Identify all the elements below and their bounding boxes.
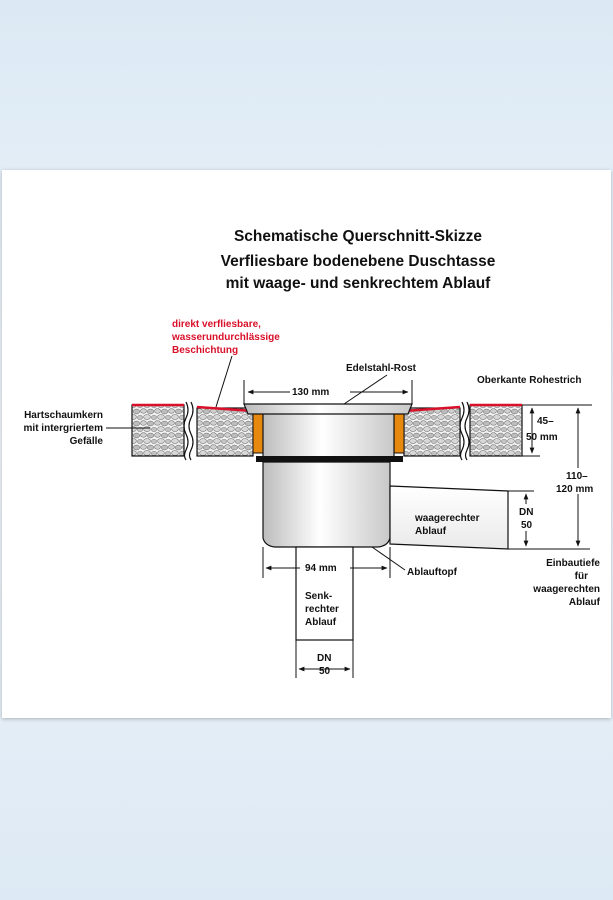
foam-block-right-outer	[470, 405, 522, 456]
screed-top-label: Oberkante Rohestrich	[477, 375, 582, 386]
drain-pot-body	[263, 462, 390, 547]
drain-flange	[256, 456, 403, 462]
dim-130-label: 130 mm	[292, 387, 330, 398]
drain-pot-leader	[372, 547, 405, 570]
vertical-outlet-label-line-1: Senk-	[305, 591, 333, 602]
dn50-bottom-label-line-1: DN	[317, 653, 332, 664]
title-line-1: Schematische Querschnitt-Skizze	[233, 228, 483, 245]
drain-pot-label: Ablauftopf	[407, 567, 457, 578]
break-line-left	[184, 402, 188, 460]
horizontal-outlet-label-line-2: Ablauf	[415, 526, 447, 537]
gasket-left	[253, 411, 263, 453]
foam-core-label-line-2: mit intergriertem	[23, 423, 103, 434]
grate-label: Edelstahl-Rost	[346, 363, 417, 374]
break-line-left-2	[189, 402, 193, 460]
foam-block-right-inner	[404, 408, 460, 456]
install-depth-label-line-4: Ablauf	[568, 597, 600, 608]
gasket-right	[394, 411, 404, 453]
vertical-outlet-label-line-3: Ablauf	[305, 617, 337, 628]
install-depth-label-line-1: Einbautiefe	[546, 558, 600, 569]
dim-45-label-line-2: 50 mm	[526, 432, 558, 443]
grate-leader	[344, 375, 387, 404]
foam-core-label-line-3: Gefälle	[69, 436, 103, 447]
break-line-right-2	[465, 402, 469, 460]
dim-110-label-line-2: 120 mm	[556, 484, 594, 495]
coating-label-line-3: Beschichtung	[172, 345, 239, 356]
vertical-outlet-label-line-2: rechter	[305, 604, 339, 615]
install-depth-label-line-2: für	[574, 571, 588, 582]
title-line-3: mit waage- und senkrechtem Ablauf	[225, 275, 491, 292]
break-line-right	[460, 402, 464, 460]
install-depth-label-line-3: waagerechten	[533, 584, 600, 595]
dn50-right-label-line-2: 50	[521, 520, 533, 531]
foam-block-left-outer	[132, 405, 184, 456]
drain-collar	[263, 413, 394, 457]
coating-label-line-1: direkt verfliesbare,	[172, 319, 261, 330]
title-line-2: Verfliesbare bodenebene Duschtasse	[220, 253, 496, 270]
dim-110-label-line-1: 110–	[566, 471, 588, 482]
foam-block-left-inner	[197, 408, 253, 456]
coating-label-line-2: wasserundurchlässige	[172, 332, 280, 343]
dn50-right-label-line-1: DN	[519, 507, 534, 518]
coating-leader	[216, 356, 232, 407]
dim-45-label-line-1: 45–	[537, 416, 554, 427]
stainless-grate	[244, 404, 412, 414]
horizontal-outlet-label-line-1: waagerechter	[415, 513, 480, 524]
dn50-bottom-label-line-2: 50	[319, 666, 331, 677]
dim-94-label: 94 mm	[305, 563, 337, 574]
foam-core-label-line-1: Hartschaumkern	[24, 410, 103, 421]
